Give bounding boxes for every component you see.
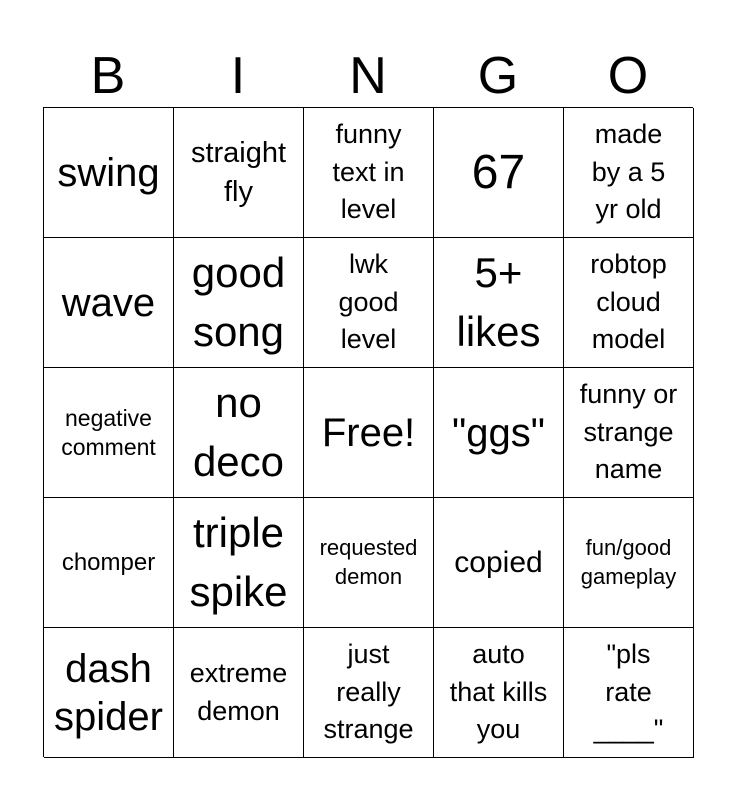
cell-text: copied (454, 545, 543, 579)
bingo-board (43, 107, 693, 757)
cell-text: lwk good level (338, 248, 399, 355)
bingo-cell[interactable] (434, 368, 564, 498)
bingo-cell[interactable] (564, 628, 694, 758)
cell-text: auto that kills you (449, 638, 548, 745)
bingo-cell[interactable] (564, 498, 694, 628)
bingo-cell[interactable] (44, 628, 174, 758)
header-letter-o: O (607, 47, 649, 105)
cell-text: made by a 5 yr old (591, 118, 666, 225)
bingo-cell[interactable] (564, 368, 694, 498)
cell-text: "ggs" (452, 410, 545, 455)
bingo-cell[interactable] (44, 498, 174, 628)
cell-text: funny or strange name (579, 378, 678, 485)
bingo-cell[interactable] (304, 498, 434, 628)
bingo-cell[interactable] (44, 238, 174, 368)
bingo-cell[interactable] (564, 108, 694, 238)
bingo-cell[interactable] (304, 108, 434, 238)
cell-text: swing (57, 150, 160, 195)
cell-text: fun/good gameplay (580, 534, 677, 589)
bingo-cell[interactable] (174, 108, 304, 238)
bingo-cell[interactable] (564, 238, 694, 368)
cell-text: requested demon (319, 534, 418, 589)
cell-text: 67 (471, 145, 526, 199)
cell-text: 5+ likes (456, 248, 541, 355)
cell-text: no deco (192, 378, 285, 485)
bingo-cell[interactable] (44, 108, 174, 238)
free-space-cell[interactable] (304, 368, 434, 498)
cell-text: funny text in level (332, 118, 405, 225)
cell-text: chomper (61, 548, 156, 576)
cell-text: straight fly (190, 136, 287, 208)
bingo-cell[interactable] (44, 368, 174, 498)
cell-text: robtop cloud model (590, 248, 667, 355)
free-space-text: Free! (321, 410, 416, 455)
bingo-cell[interactable] (434, 498, 564, 628)
bingo-cell[interactable] (174, 628, 304, 758)
bingo-cell[interactable] (434, 108, 564, 238)
bingo-cell[interactable] (304, 628, 434, 758)
cell-text: triple spike (189, 508, 288, 615)
bingo-cell[interactable] (434, 628, 564, 758)
cell-text: "pls rate ____" (593, 638, 664, 745)
cell-text: good song (191, 248, 286, 355)
bingo-cell[interactable] (174, 368, 304, 498)
cell-text: just really strange (323, 638, 414, 745)
bingo-cell[interactable] (434, 238, 564, 368)
bingo-cell[interactable] (174, 238, 304, 368)
header-letter-g: G (477, 47, 519, 105)
bingo-header (43, 48, 693, 104)
bingo-cell[interactable] (174, 498, 304, 628)
bingo-cell[interactable] (304, 238, 434, 368)
header-letter-n: N (349, 47, 387, 105)
cell-text: dash spider (54, 646, 163, 739)
header-letter-b: B (90, 47, 126, 105)
header-letter-i: I (230, 47, 246, 105)
cell-text: wave (61, 280, 156, 325)
cell-text: extreme demon (189, 657, 288, 726)
cell-text: negative comment (61, 404, 156, 460)
